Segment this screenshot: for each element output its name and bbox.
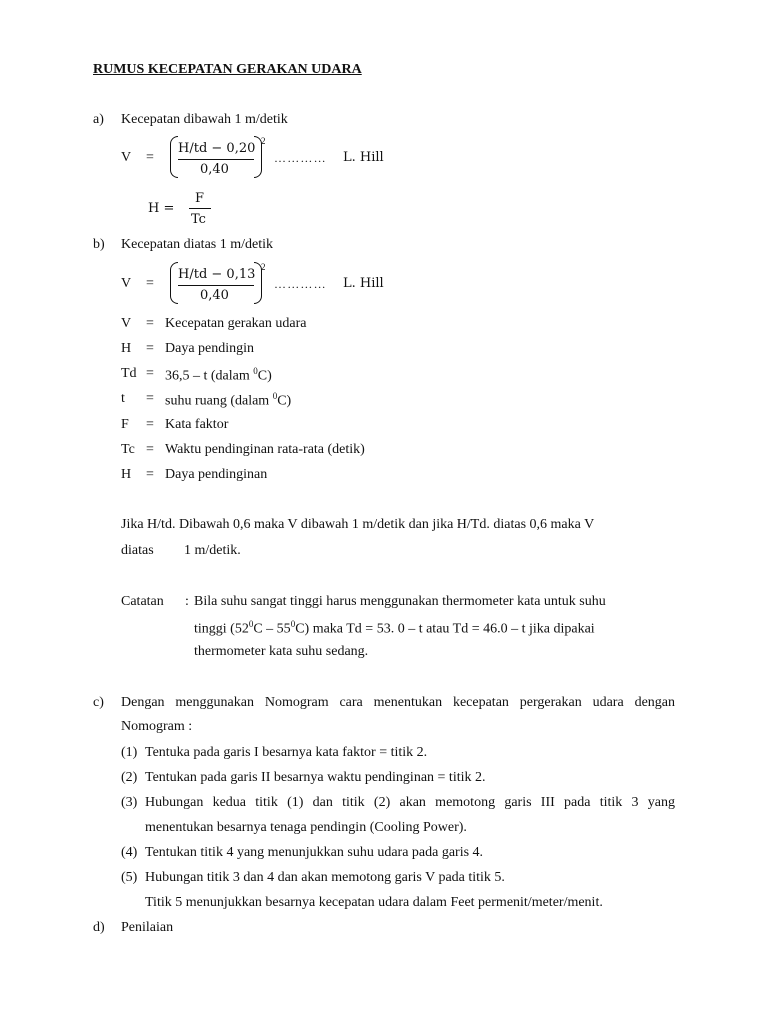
step-number: (2) — [121, 770, 138, 785]
note-line-2b: 1 m/detik. — [184, 543, 241, 558]
step-text: Hubungan kedua titik (1) dan titik (2) akan memotong garis III pada titik 3 yang — [145, 795, 675, 810]
def-text: Waktu pendinginan rata-rata (detik) — [165, 442, 365, 457]
formula-b-denominator: 0,40 — [200, 288, 229, 303]
section-b-heading: Kecepatan diatas 1 m/detik — [121, 237, 273, 252]
formula-h-fraction-bar — [189, 208, 211, 209]
step-number: (5) — [121, 870, 138, 885]
section-d-heading: Penilaian — [121, 920, 174, 935]
step-text: Hubungan titik 3 dan 4 dan akan memotong garis V pada titik 5. — [145, 870, 505, 885]
formula-b-equals: = — [146, 276, 154, 291]
section-a-heading: Kecepatan dibawah 1 m/detik — [121, 112, 288, 127]
formula-h-denominator: Tc — [191, 212, 206, 227]
def-equals: = — [146, 442, 154, 457]
formula-a-dots: ………… — [274, 151, 327, 165]
def-text: Kata faktor — [165, 417, 229, 432]
formula-a-left-paren — [170, 136, 178, 178]
formula-a-equals: = — [146, 150, 154, 165]
def-symbol: H — [121, 341, 132, 356]
formula-h-lhs: H = — [148, 201, 175, 216]
def-symbol: V — [121, 316, 132, 331]
def-text: 36,5 – t (dalam $^0$C) — [165, 366, 272, 384]
def-symbol: H — [121, 467, 132, 482]
formula-b-left-paren — [170, 262, 178, 304]
def-equals: = — [146, 316, 154, 331]
step-number: (1) — [121, 745, 138, 760]
formula-a-exponent: 2 — [261, 136, 266, 146]
formula-b-dots: ………… — [274, 277, 327, 291]
def-symbol: Td — [121, 366, 137, 381]
catatan-line-1: Bila suhu sangat tinggi harus menggunakan thermometer kata untuk suhu — [194, 594, 606, 609]
note-line-1: Jika H/td. Dibawah 0,6 maka V dibawah 1 m/detik dan jika H/Td. diatas 0,6 maka V — [121, 517, 595, 532]
formula-b-numerator: H/td − 0,13 — [178, 267, 256, 282]
step-text-continued: menentukan besarnya tenaga pendingin (Cooling Power). — [145, 820, 467, 835]
formula-b-author: L. Hill — [343, 276, 384, 291]
def-text: Daya pendinginan — [165, 467, 268, 482]
section-a-marker: a) — [93, 112, 104, 127]
step-text: Tentukan pada garis II besarnya waktu pendinginan = titik 2. — [145, 770, 486, 785]
section-c-marker: c) — [93, 695, 104, 710]
section-c-intro-2: Nomogram : — [121, 719, 193, 734]
def-text: Kecepatan gerakan udara — [165, 316, 307, 331]
step-text: Tentukan titik 4 yang menunjukkan suhu udara pada garis 4. — [145, 845, 484, 860]
def-equals: = — [146, 391, 154, 406]
step-text-continued: Titik 5 menunjukkan besarnya kecepatan udara dalam Feet permenit/meter/menit. — [145, 895, 603, 910]
formula-a-author: L. Hill — [343, 150, 384, 165]
formula-b-fraction-bar — [178, 285, 254, 286]
note-line-2a: diatas — [121, 543, 154, 558]
def-equals: = — [146, 467, 154, 482]
def-equals: = — [146, 341, 154, 356]
formula-b-exponent: 2 — [261, 262, 266, 272]
def-symbol: t — [121, 391, 125, 406]
def-text: Daya pendingin — [165, 341, 255, 356]
def-equals: = — [146, 366, 154, 381]
formula-a-denominator: 0,40 — [200, 162, 229, 177]
section-b-marker: b) — [93, 237, 105, 252]
catatan-colon: : — [185, 594, 189, 609]
step-number: (3) — [121, 795, 138, 810]
formula-a-fraction-bar — [178, 159, 254, 160]
formula-a-numerator: H/td − 0,20 — [178, 141, 256, 156]
def-text: suhu ruang (dalam $^0$C) — [165, 391, 292, 409]
formula-a-lhs: V — [121, 150, 132, 165]
step-number: (4) — [121, 845, 138, 860]
formula-h-numerator: F — [195, 191, 205, 206]
page-title: RUMUS KECEPATAN GERAKAN UDARA — [93, 62, 362, 77]
formula-b-lhs: V — [121, 276, 132, 291]
step-text: Tentuka pada garis I besarnya kata faktor = titik 2. — [145, 745, 428, 760]
catatan-label: Catatan — [121, 594, 164, 609]
def-equals: = — [146, 417, 154, 432]
section-d-marker: d) — [93, 920, 105, 935]
section-c-intro-1: Dengan menggunakan Nomogram cara menentukan kecepatan pergerakan udara dengan — [121, 695, 675, 710]
catatan-line-3: thermometer kata suhu sedang. — [194, 644, 369, 659]
def-symbol: Tc — [121, 442, 135, 457]
def-symbol: F — [121, 417, 129, 432]
catatan-line-2: tinggi $(52^0C - 55^0C)$ maka Td = 53. 0 – t atau Td = 46.0 – t jika dipakai — [194, 619, 595, 637]
